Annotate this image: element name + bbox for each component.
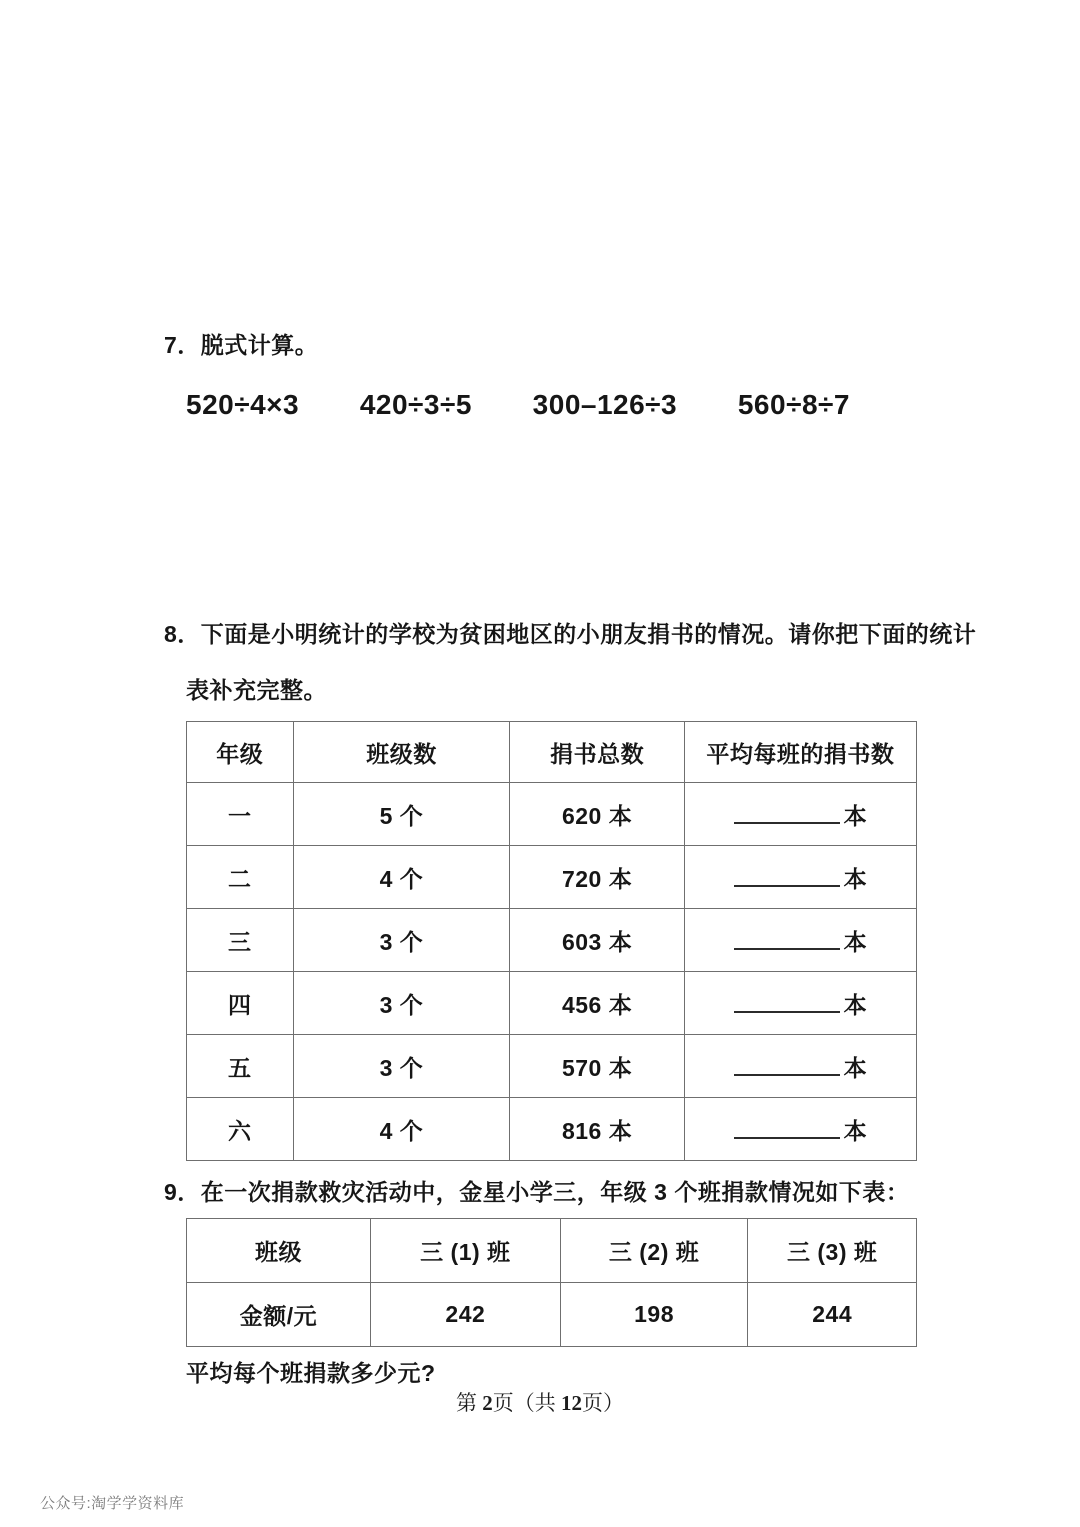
watermark-text: 公众号:淘学学资料库 [40,1495,185,1512]
question-9-prompt: 平均每个班捐款多少元? [186,1360,436,1386]
table-header-row [187,722,917,783]
header-class-3-2: 三 (2) 班 [560,1219,748,1283]
average-books-cell [684,846,916,909]
expression-4: 560÷8÷7 [737,389,850,420]
blank-unit: 本 [843,928,868,955]
grade-cell: 三 [187,909,294,972]
total-books-cell: 816 本 [510,1098,684,1161]
donation-stats-table [186,721,917,1161]
question-7-expressions [186,389,850,421]
question-8-heading-line-2: 表补充完整。 [186,677,327,703]
grade-cell: 五 [187,1035,294,1098]
header-total-books: 捐书总数 [510,722,684,783]
question-9-heading: 9．在一次捐款救灾活动中，金星小学三，年级 3 个班捐款情况如下表： [164,1179,910,1205]
header-class: 班级 [187,1219,371,1283]
expression-3: 300–126÷3 [532,389,678,420]
class-count-cell: 3 个 [293,972,510,1035]
grade-cell: 二 [187,846,294,909]
answer-blank-line [734,1068,840,1076]
class-count-cell: 3 个 [293,909,510,972]
footer-middle: 页（共 [492,1391,561,1415]
average-books-cell [684,972,916,1035]
page-number: 2 [482,1391,493,1415]
answer-blank-line [734,942,840,950]
total-books-cell: 456 本 [510,972,684,1035]
question-8-heading-line-1: 8．下面是小明统计的学校为贫困地区的小朋友捐书的情况。请你把下面的统计 [164,621,977,647]
table-row-grade-4 [187,972,917,1035]
header-grade: 年级 [187,722,294,783]
answer-blank-line [734,879,840,887]
blank-unit: 本 [843,1117,868,1144]
class-count-cell: 4 个 [293,846,510,909]
donation-amount-table [186,1218,917,1347]
average-books-cell [684,783,916,846]
grade-cell: 一 [187,783,294,846]
class-count-cell: 3 个 [293,1035,510,1098]
class-count-cell: 5 个 [293,783,510,846]
expression-1: 520÷4×3 [186,389,300,420]
blank-unit: 本 [843,1054,868,1081]
table-amount-row [187,1283,917,1347]
total-books-cell: 620 本 [510,783,684,846]
average-books-cell [684,1098,916,1161]
total-books-cell: 570 本 [510,1035,684,1098]
question-7-heading: 7．脱式计算。 [164,332,319,358]
table-header-row [187,1219,917,1283]
table-row-grade-3 [187,909,917,972]
amount-class-3-1: 242 [370,1283,560,1347]
grade-cell: 四 [187,972,294,1035]
answer-blank-line [734,1131,840,1139]
grade-cell: 六 [187,1098,294,1161]
blank-unit: 本 [843,802,868,829]
total-books-cell: 720 本 [510,846,684,909]
average-books-cell [684,909,916,972]
average-books-cell [684,1035,916,1098]
table-row-grade-1 [187,783,917,846]
amount-row-label: 金额/元 [187,1283,371,1347]
header-average-books: 平均每班的捐书数 [684,722,916,783]
header-class-3-1: 三 (1) 班 [370,1219,560,1283]
class-count-cell: 4 个 [293,1098,510,1161]
page-footer [0,1387,1080,1417]
table-row-grade-5 [187,1035,917,1098]
amount-class-3-3: 244 [748,1283,917,1347]
total-pages: 12 [561,1391,582,1415]
total-books-cell: 603 本 [510,909,684,972]
answer-blank-line [734,1005,840,1013]
expression-2: 420÷3÷5 [359,389,472,420]
amount-class-3-2: 198 [560,1283,748,1347]
table-row-grade-2 [187,846,917,909]
header-class-3-3: 三 (3) 班 [748,1219,917,1283]
blank-unit: 本 [843,865,868,892]
footer-suffix: 页） [582,1391,624,1415]
blank-unit: 本 [843,991,868,1018]
table-row-grade-6 [187,1098,917,1161]
footer-prefix: 第 [456,1391,483,1415]
header-class-count: 班级数 [293,722,510,783]
answer-blank-line [734,816,840,824]
